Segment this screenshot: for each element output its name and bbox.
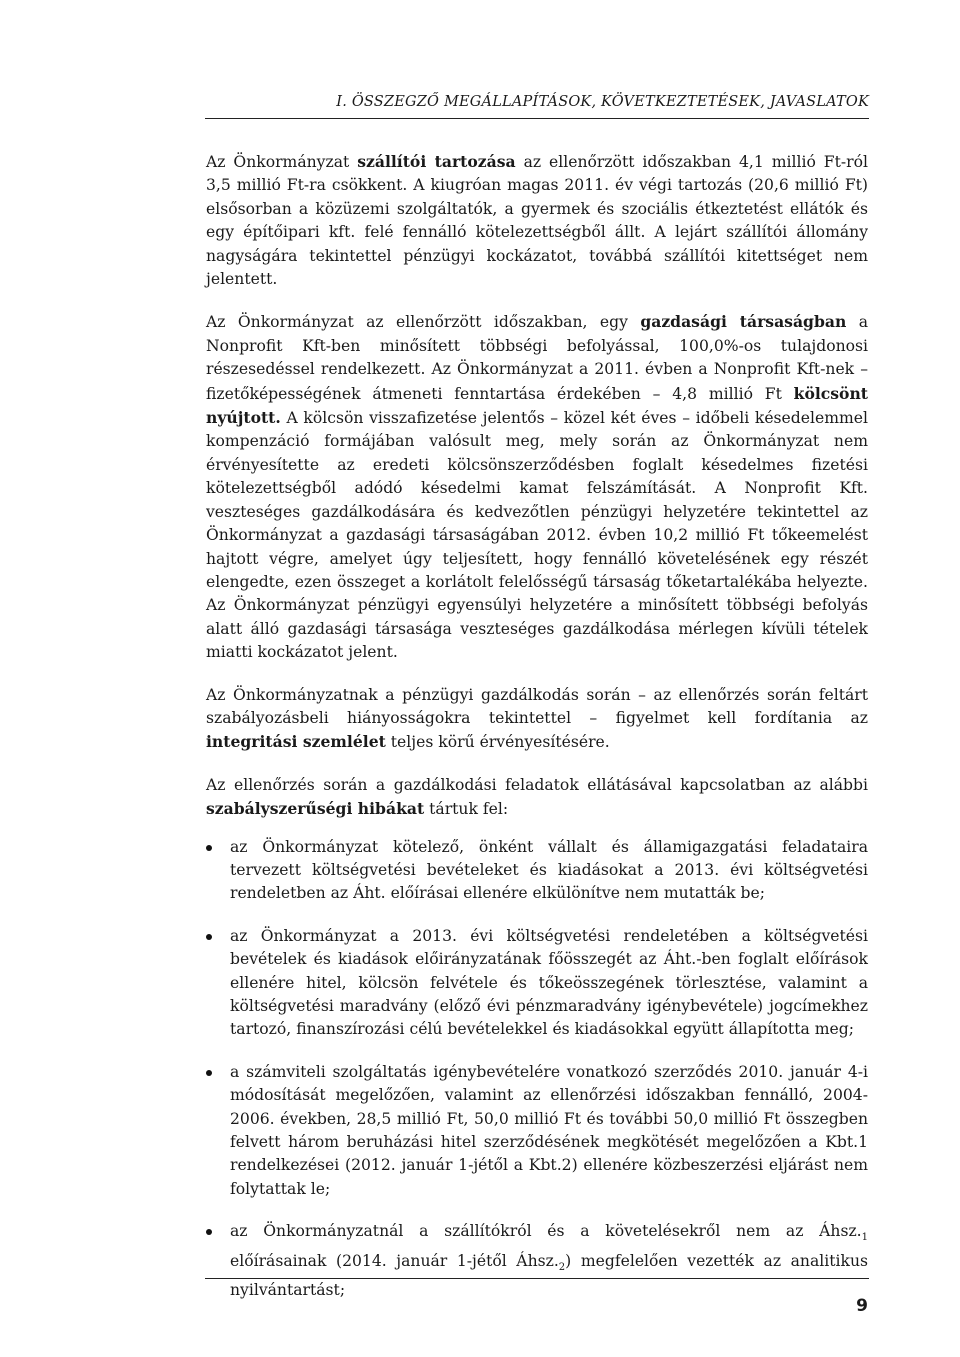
text-run: az Önkormányzatnál a szállítókról és a követelésekről nem az Áhsz. [230,1222,862,1241]
list-item-text: az Önkormányzat a 2013. évi költségvetési rendeletében a költségvetési bevételek és kiadások előirányzatának főösszegét az Áht.-ben foglalt előírások ellenére hitel, kölcsön felvétele és tőkeösszegének törlesztése, valamint a költségvetési maradvány (előző évi pénzmaradvány igénybevétele) jogcímekhez tartozó, finanszírozási célú bevételekkel és kiadásokkal együtt állapította meg; [230,926,868,1039]
list-item [206,1220,868,1302]
paragraph-regularity-errors [206,774,868,822]
text-run: ) megfelelően vezették az analitikus nyilvántartást; [230,1251,868,1300]
list-item [206,1061,868,1201]
text-run: az ellenőrzött időszakban 4,1 millió Ft-ról 3,5 millió Ft-ra csökkent. A kiugróan magas 2011. év végi tartozás (20,6 millió Ft) elsősorban a közüzemi szolgáltatók, a gyermek és szociális étkeztetést ellátók és egy építőipari kft. felé fennálló kötelezettségből állt. A lejárt szállítói állomány nagyságára tekintettel pénzügyi kockázatot, továbbá szállítói kitettséget nem jelentett. [206,153,868,289]
text-run: Az Önkormányzatnak a pénzügyi gazdálkodás során – az ellenőrzés során feltárt szabályozásbeli hiányosságokra tekintettel – figyelmet kell fordítania az [206,685,868,727]
emphasis-loan: kölcsönt nyújtott. [206,383,868,428]
list-item [206,836,868,906]
paragraph-business-company [206,310,868,664]
text-run: előírásainak (2014. január 1-jétől Áhsz. [230,1251,559,1270]
header-rule [205,118,869,119]
text-run: Az ellenőrzés során a gazdálkodási feladatok ellátásával kapcsolatban az alábbi [206,775,868,794]
text-run: tártuk fel: [424,800,509,819]
list-item-text: az Önkormányzat kötelező, önként vállalt és államigazgatási feladataira tervezett költségvetési bevételeket és kiadásokat a 2013. évi költségvetési rendeletben az Áht. előírásai ellenére elkülönítve nem mutatták be; [230,837,868,903]
text-run: Az Önkormányzat az ellenőrzött időszakban, egy [206,313,641,332]
bullet-icon [206,934,212,940]
text-run: teljes körű érvényesítésére. [385,733,610,752]
text-run: A kölcsön visszafizetése jelentős – közel két éves – időbeli késedelemmel kompenzáció formájában valósult meg, mely során az Önkormányzat nem érvényesítette az eredeti kölcsönszerződésben foglalt késedelmes fizetési kötelezettségből adódó késedelmi kamat felszámítását. A Nonprofit Kft. veszteséges gazdálkodására és kedvezőtlen pénzügyi helyzetére tekintettel az Önkormányzat a gazdasági társaságában 2012. évben 10,2 millió Ft tőkeemelést hajtott végre, amelyet úgy teljesített, hogy fennálló követelésének egy részét elengedte, ezen összeget a korlátolt felelősségű társaság tőketartalékába helyezte. Az Önkormányzat pénzügyi egyensúlyi helyzetére a minősített többségi befolyás alatt álló gazdasági társasága veszteséges gazdálkodása mérlegen kívüli tételek miatti kockázatot jelent. [206,409,868,662]
page-number: 9 [856,1296,868,1316]
running-header: I. ÖSSZEGZŐ MEGÁLLAPÍTÁSOK, KÖVETKEZTETÉSEK, JAVASLATOK [336,94,869,110]
document-body [206,150,868,1322]
bullet-icon [206,1229,212,1235]
emphasis-business-company: gazdasági társaságban [640,312,847,332]
subscript: 1 [861,1232,868,1244]
emphasis-regularity-errors: szabályszerűségi hibákat [206,799,425,819]
bullet-icon [206,845,212,851]
list-item-text [230,1222,868,1299]
list-item-text: a számviteli szolgáltatás igénybevételére vonatkozó szerződés 2010. január 4-i módosítását megelőzően, valamint az ellenőrzési időszakban fennálló, 2004-2006. években, 28,5 millió Ft, 50,0 millió Ft és további 50,0 millió Ft összegben felvett három beruházási hitel szerződésének megkötését megelőzően a Kbt.1 rendelkezései (2012. január 1-jétől a Kbt.2) ellenére közbeszerzési eljárást nem folytattak le; [230,1062,868,1198]
footer-rule [205,1278,869,1279]
list-item [206,925,868,1042]
paragraph-integrity [206,684,868,755]
bullet-icon [206,1070,212,1076]
emphasis-integrity: integritási szemlélet [206,732,386,752]
emphasis-supplier-debt: szállítói tartozása [357,152,516,171]
findings-list [206,836,868,1303]
subscript: 2 [558,1261,566,1273]
text-run: a Nonprofit Kft-ben minősített többségi befolyással, 100,0%-os tulajdonosi részesedéssel rendelkezett. Az Önkormányzat a 2011. évben a Nonprofit Kft-nek – fizetőképességének átmeneti fenntartása érdekében – 4,8 millió Ft [206,313,869,403]
text-run: Az Önkormányzat [206,153,358,171]
paragraph-supplier-debt [206,150,868,291]
